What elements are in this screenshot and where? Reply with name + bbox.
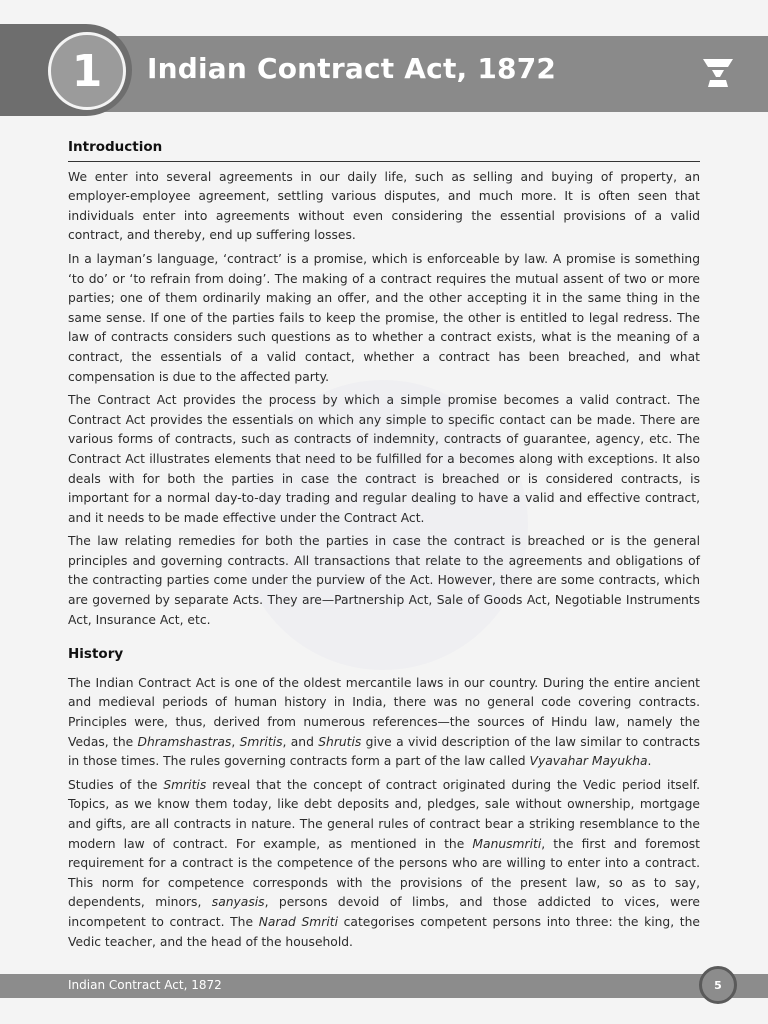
text-run: The Indian Contract Act is one of the oldest mercantile laws in our country. During the entire ancient and medieval periods of human history in India, there was no general code covering contracts. Principles were, thus, derived from numerous references—the sources of Hindu law, namely the Vedas, the	[68, 675, 700, 749]
text-run: In a layman’s language, ‘contract’ is a promise, which is enforceable by law. A promise is something ‘to do’ or ‘to refrain from doing’. The making of a contract requires the mutual assent of two or more parties; one of them ordinarily making an offer, and the other accepting it in the same thing in the same sense. If one of the parties fails to keep the promise, the other is entitled to legal redress. The law of contracts considers such questions as to whether a contract exists, what is the meaning of a contract, the essentials of a valid contact, whether a contract has been breached, and what compensation is due to the affected party.	[68, 251, 700, 384]
publisher-logo-icon	[702, 58, 734, 88]
italic-term: Shrutis	[318, 734, 362, 749]
footer-running-title: Indian Contract Act, 1872	[68, 978, 222, 992]
italic-term: Vyavahar Mayukha	[529, 754, 648, 769]
text-run: Studies of the	[68, 777, 164, 792]
chapter-number-badge: 1	[48, 32, 126, 110]
text-run: reveal that the concept of contract originated during the Vedic period itself. Topics, as we know them today, like debt deposits and, pledges, sale without ownership, mortgage and gifts, are all contracts in nature. The general rules of contract bear a striking resemblance to the modern law of contract. For example, as mentioned in the	[68, 777, 700, 851]
paragraph	[68, 674, 700, 772]
text-run: give a vivid description of the law similar to contracts in those times. The rules governing contracts form a part of the law called	[68, 734, 700, 769]
italic-term: Smritis	[239, 734, 283, 749]
paragraph	[68, 776, 700, 952]
text-run: The law relating remedies for both the parties in case the contract is breached or is the general principles and governing contracts. All transactions that relate to the agreements and obligations of the contracting parties come under the purview of the Act. However, there are some contracts, which are governed by separate Acts. They are—Partnership Act, Sale of Goods Act, Negotiable Instruments Act, Insurance Act, etc.	[68, 534, 700, 627]
section-heading-introduction: Introduction	[68, 138, 700, 162]
paragraph	[68, 250, 700, 387]
paragraph	[68, 391, 700, 528]
italic-term: Smritis	[163, 777, 207, 792]
text-run: categorises competent persons into three: the king, the Vedic teacher, and the head of the household.	[68, 914, 700, 949]
text-run: .	[647, 754, 652, 769]
text-run: , the first and foremost requirement for a contract is the competence of the persons who are willing to enter into a contract. This norm for competence corresponds with the provisions of the present law, so as to say, dependents, minors,	[68, 836, 701, 910]
chapter-title: Indian Contract Act, 1872	[147, 52, 557, 85]
introduction-section	[68, 138, 700, 630]
text-run: ,	[231, 734, 240, 749]
paragraph	[68, 168, 700, 246]
italic-term: Manusmriti	[472, 836, 542, 851]
text-run: We enter into several agreements in our daily life, such as selling and buying of property, an employer-employee agreement, settling various disputes, and much more. It is often seen that individuals enter into agreements without even considering the essential provisions of a valid contract, and thereby, end up suffering losses.	[68, 169, 700, 243]
text-run: The Contract Act provides the process by which a simple promise becomes a valid contract. The Contract Act provides the essentials on which any simple to specific contact can be made. There are various forms of contracts, such as contracts of indemnity, contracts of guarantee, agency, etc. The Contract Act illustrates elements that need to be fulfilled for a becomes along with exceptions. It also deals with for both the parties in case the contract is breached or is considered contracts, is important for a normal day-to-day trading and regular dealing to have a valid and effective contract, and it needs to be made effective under the Contract Act.	[68, 393, 700, 525]
page-number: 5	[699, 966, 737, 1004]
history-section	[68, 645, 700, 952]
page-content	[68, 138, 700, 956]
text-run: , persons devoid of limbs, and those addicted to vices, were incompetent to contract. The	[68, 895, 700, 929]
italic-term: Dhramshastras	[137, 734, 232, 749]
section-heading-history: History	[68, 646, 124, 663]
text-run: , and	[282, 734, 319, 749]
italic-term: Narad Smriti	[258, 914, 338, 929]
paragraph	[68, 532, 700, 630]
italic-term: sanyasis	[211, 895, 265, 910]
